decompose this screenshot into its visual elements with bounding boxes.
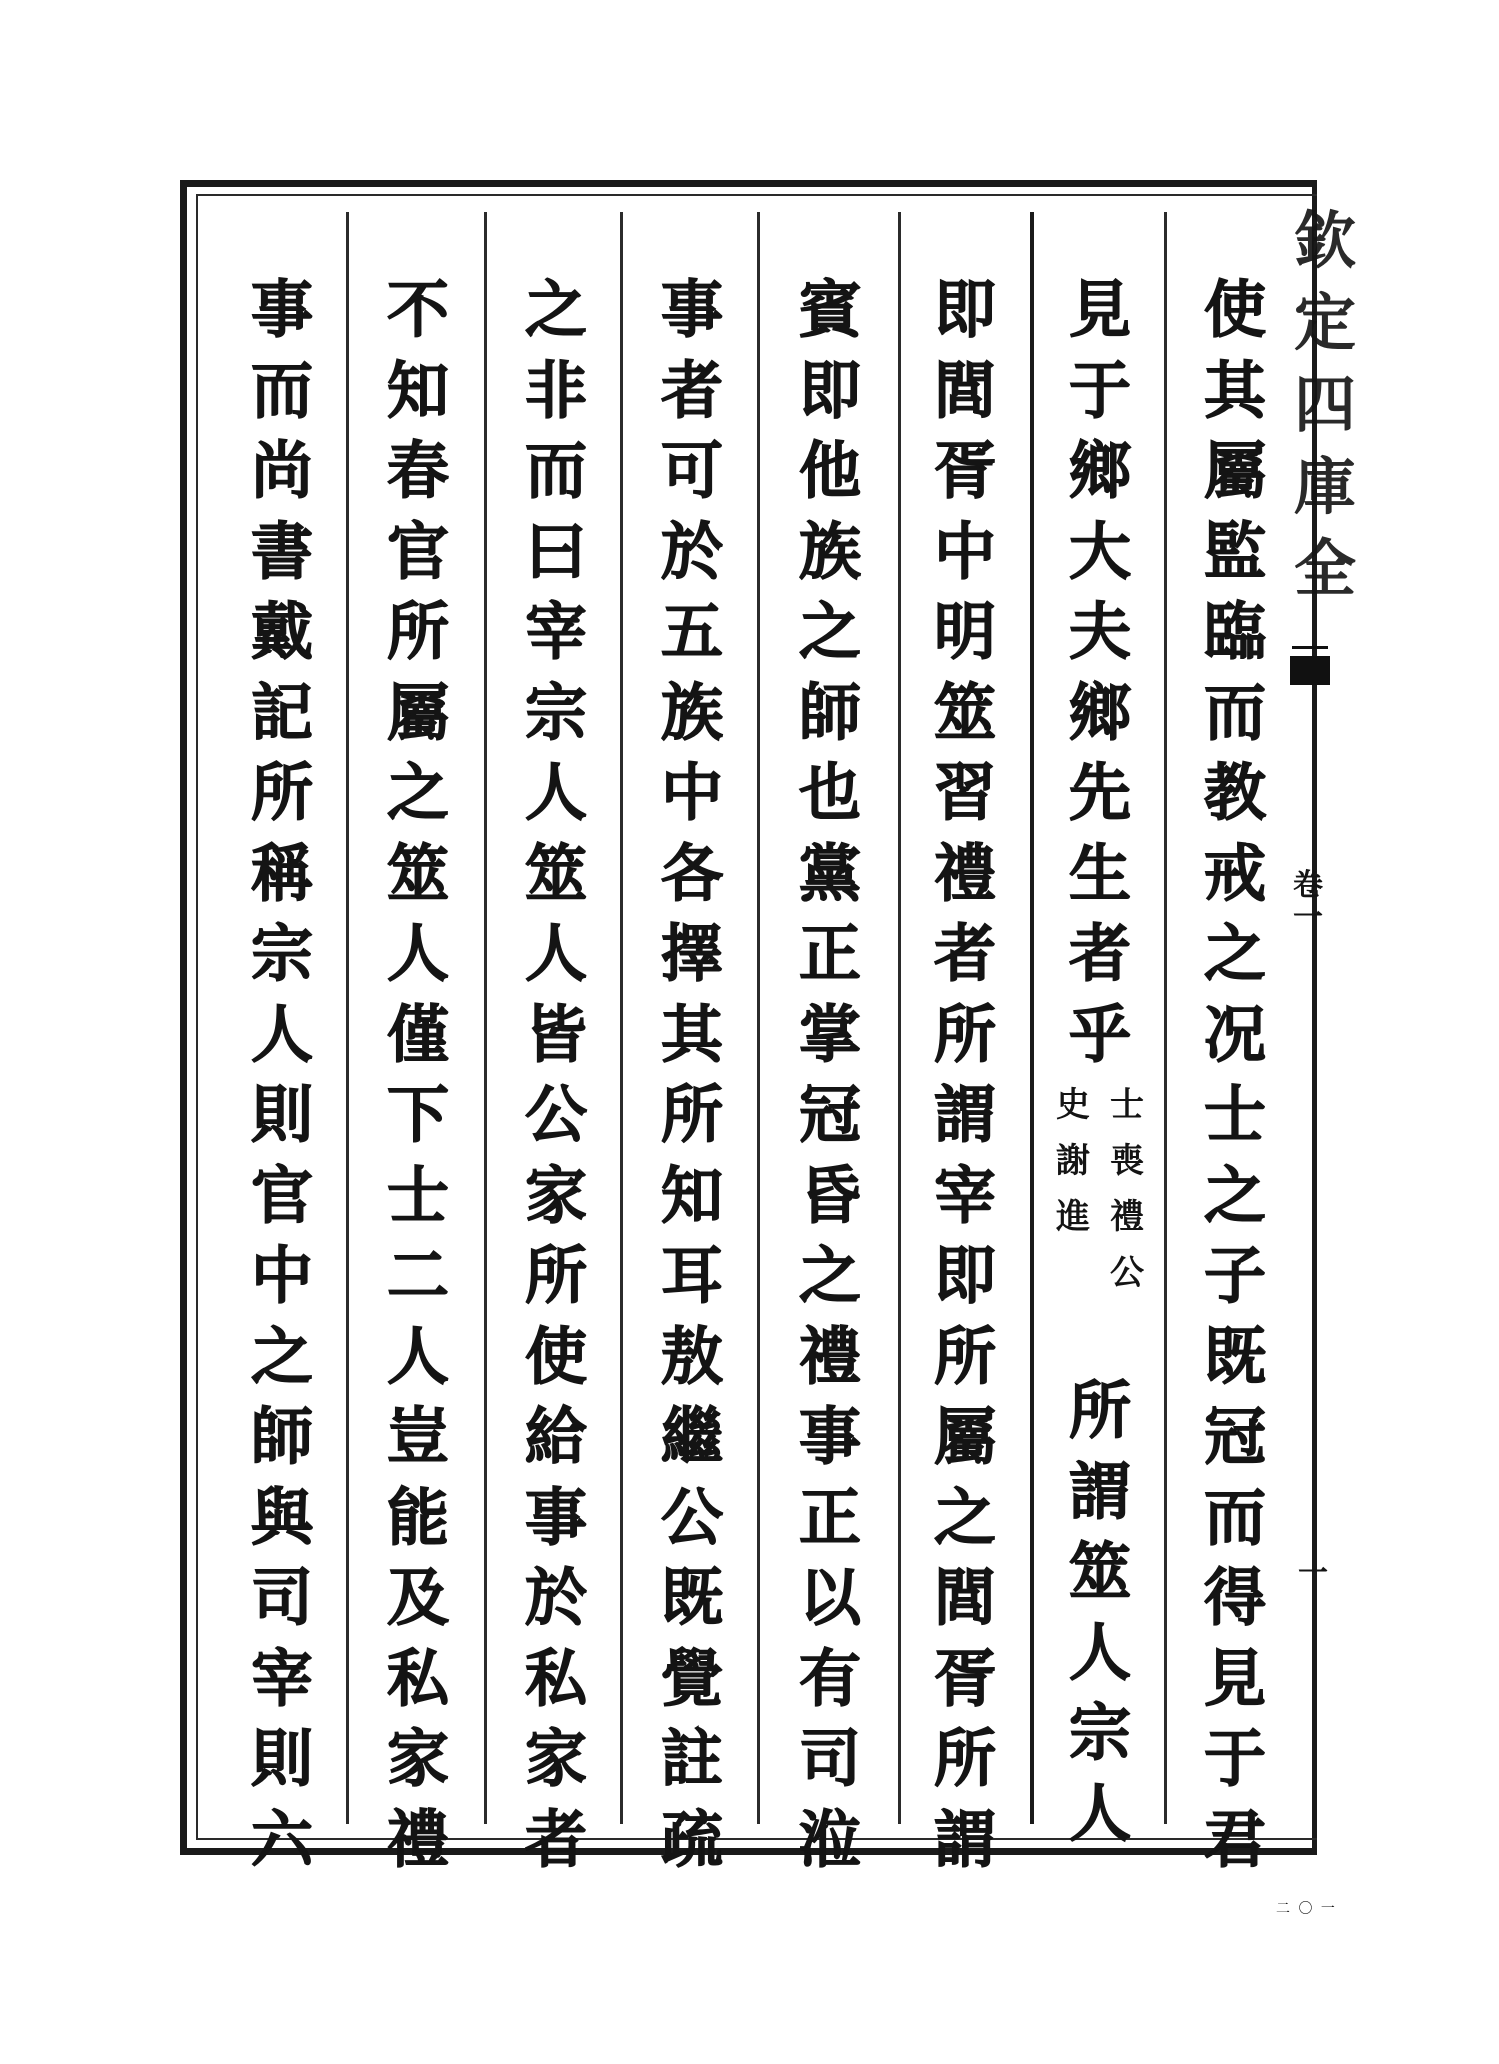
text-char: 胥 [933, 1641, 996, 1715]
text-char: 黨 [798, 836, 861, 910]
column-rule [346, 212, 349, 1824]
text-char: 不 [386, 273, 449, 346]
text-char: 其 [1203, 353, 1266, 427]
text-char: 人 [386, 1319, 449, 1393]
text-char: 使 [524, 1319, 587, 1393]
text-char: 乎 [1068, 997, 1131, 1071]
text-char: 人 [524, 756, 587, 829]
text-char: 胥 [933, 434, 996, 507]
note-char: 士 [1110, 1085, 1144, 1125]
note-char: 禮 [1110, 1197, 1144, 1237]
text-char: 士 [1203, 1078, 1266, 1151]
text-char: 覺 [660, 1641, 723, 1715]
text-char: 書 [250, 514, 313, 588]
text-char: 六 [250, 1802, 313, 1876]
text-char: 宰 [524, 595, 587, 668]
page-number: 一 [1298, 1556, 1328, 1591]
fish-tail-line [1292, 646, 1328, 649]
text-char: 冠 [798, 1078, 861, 1151]
text-column-8 [222, 270, 342, 1880]
text-char: 與 [250, 1480, 313, 1554]
text-char: 使 [1203, 273, 1266, 346]
text-char: 即 [933, 273, 996, 346]
column-rule [757, 212, 760, 1824]
text-char: 二 [386, 1239, 449, 1312]
text-char: 知 [660, 1158, 723, 1232]
text-char: 者 [524, 1802, 587, 1876]
text-char: 正 [798, 1480, 861, 1554]
text-char: 所 [1068, 1374, 1131, 1447]
text-char: 人 [524, 917, 587, 990]
text-char: 涖 [798, 1802, 861, 1876]
margin-title-char: 欽 [1293, 204, 1356, 277]
text-char: 公 [524, 1078, 587, 1151]
text-char: 筮 [1068, 1535, 1131, 1608]
text-char: 能 [386, 1480, 449, 1554]
column-rule [1030, 212, 1034, 1824]
text-char: 官 [386, 514, 449, 588]
text-char: 宰 [250, 1641, 313, 1715]
column-rule [898, 212, 901, 1824]
text-char: 僅 [386, 997, 449, 1071]
text-char: 子 [1203, 1239, 1266, 1312]
text-char: 師 [250, 1400, 313, 1473]
text-char: 宗 [250, 917, 313, 990]
text-char: 戴 [250, 595, 313, 668]
text-char: 生 [1068, 836, 1131, 910]
text-char: 敖 [660, 1319, 723, 1393]
text-column-7 [358, 270, 478, 1880]
text-char: 士 [386, 1158, 449, 1232]
text-char: 臨 [1203, 595, 1266, 668]
text-char: 族 [798, 514, 861, 588]
text-char: 記 [250, 675, 313, 749]
text-char: 所 [933, 997, 996, 1071]
note-char: 謝 [1056, 1141, 1090, 1181]
text-char: 見 [1203, 1641, 1266, 1715]
text-char: 宰 [933, 1158, 996, 1232]
text-char: 人 [1068, 1776, 1131, 1850]
fish-tail-mark [1290, 656, 1330, 685]
text-char: 家 [524, 1722, 587, 1795]
text-column-1 [1175, 270, 1295, 1880]
text-char: 鄉 [1068, 434, 1131, 507]
text-char: 戒 [1203, 836, 1266, 910]
text-column-5 [632, 270, 752, 1880]
text-char: 况 [1203, 997, 1266, 1071]
text-char: 註 [660, 1722, 723, 1795]
text-char: 筮 [933, 675, 996, 749]
column-rule [620, 212, 623, 1824]
text-char: 宗 [524, 675, 587, 749]
text-char: 尚 [250, 434, 313, 507]
text-column-2 [1040, 270, 1160, 1854]
text-char: 他 [798, 434, 861, 507]
text-char: 之 [250, 1319, 313, 1393]
text-char: 中 [660, 756, 723, 829]
margin-title-char: 定 [1293, 286, 1356, 359]
text-char: 監 [1203, 514, 1266, 588]
text-char: 司 [798, 1722, 861, 1795]
text-char: 而 [524, 434, 587, 507]
text-char: 掌 [798, 997, 861, 1071]
text-char: 大 [1068, 514, 1131, 588]
text-char: 五 [660, 595, 723, 668]
text-char: 所 [933, 1722, 996, 1795]
margin-book-title [1290, 200, 1360, 610]
text-char: 習 [933, 756, 996, 829]
text-char: 家 [524, 1158, 587, 1232]
text-char: 教 [1203, 756, 1266, 829]
text-char: 者 [933, 917, 996, 990]
text-char: 之 [798, 1239, 861, 1312]
text-char: 中 [250, 1239, 313, 1312]
text-char: 者 [1068, 917, 1131, 990]
text-char: 之 [933, 1480, 996, 1554]
text-char: 司 [250, 1561, 313, 1634]
note-char: 喪 [1110, 1141, 1144, 1181]
text-char: 明 [933, 595, 996, 668]
text-char: 所 [250, 756, 313, 829]
note-column-left [1053, 1077, 1093, 1369]
text-char: 夫 [1068, 595, 1131, 668]
text-char: 人 [1068, 1615, 1131, 1689]
text-char: 昏 [798, 1158, 861, 1232]
margin-title-char: 全 [1293, 532, 1356, 605]
text-column-4 [770, 270, 890, 1880]
text-char: 下 [386, 1078, 449, 1151]
text-char: 於 [524, 1561, 587, 1634]
column-rule [484, 212, 487, 1824]
text-char: 之 [1203, 917, 1266, 990]
text-column-6 [496, 270, 616, 1880]
text-char: 事 [660, 273, 723, 346]
text-char: 有 [798, 1641, 861, 1715]
text-char: 謂 [933, 1802, 996, 1876]
note-char: 公 [1110, 1253, 1144, 1293]
text-char: 所 [933, 1319, 996, 1393]
text-char: 之 [798, 595, 861, 668]
text-char: 其 [660, 997, 723, 1071]
juan-char: 一 [1293, 900, 1323, 935]
text-char: 君 [1203, 1802, 1266, 1876]
text-char: 禮 [798, 1319, 861, 1393]
text-char: 即 [933, 1239, 996, 1312]
text-char: 官 [250, 1158, 313, 1232]
text-char: 所 [660, 1078, 723, 1151]
text-char: 鄉 [1068, 675, 1131, 749]
text-char: 公 [660, 1480, 723, 1554]
column-rule [1164, 212, 1167, 1824]
text-char: 於 [660, 514, 723, 588]
text-char: 即 [798, 353, 861, 427]
note-char: 史 [1056, 1085, 1090, 1125]
text-char: 則 [250, 1722, 313, 1795]
text-column-3 [905, 270, 1025, 1880]
text-char: 禮 [933, 836, 996, 910]
text-char: 人 [386, 917, 449, 990]
text-char: 族 [660, 675, 723, 749]
text-char: 謂 [933, 1078, 996, 1151]
text-char: 而 [1203, 675, 1266, 749]
margin-title-char: 四 [1293, 368, 1356, 441]
text-char: 稱 [250, 836, 313, 910]
note-column-right [1107, 1077, 1147, 1369]
text-char: 而 [1203, 1480, 1266, 1554]
text-char: 也 [798, 756, 861, 829]
text-char: 給 [524, 1400, 587, 1473]
text-char: 繼 [660, 1400, 723, 1473]
text-char: 擇 [660, 917, 723, 990]
text-char: 見 [1068, 273, 1131, 346]
text-char: 疏 [660, 1802, 723, 1876]
text-char: 者 [660, 353, 723, 427]
text-char: 冠 [1203, 1400, 1266, 1473]
text-char: 之 [524, 273, 587, 346]
note-char: 進 [1056, 1197, 1090, 1237]
text-char: 先 [1068, 756, 1131, 829]
text-char: 私 [524, 1641, 587, 1715]
text-char: 及 [386, 1561, 449, 1634]
text-char: 所 [386, 595, 449, 668]
margin-title-char: 庫 [1293, 450, 1356, 523]
text-char: 私 [386, 1641, 449, 1715]
text-char: 之 [386, 756, 449, 829]
text-char: 筮 [524, 836, 587, 910]
text-char: 人 [250, 997, 313, 1071]
text-char: 皆 [524, 997, 587, 1071]
text-char: 于 [1068, 353, 1131, 427]
text-char: 以 [798, 1561, 861, 1634]
text-char: 知 [386, 353, 449, 427]
text-char: 謂 [1068, 1454, 1131, 1528]
text-char: 屬 [933, 1400, 996, 1473]
text-char: 事 [524, 1480, 587, 1554]
text-char: 之 [1203, 1158, 1266, 1232]
text-char: 中 [933, 514, 996, 588]
text-char: 家 [386, 1722, 449, 1795]
text-char: 事 [798, 1400, 861, 1473]
text-char: 既 [1203, 1319, 1266, 1393]
text-char: 非 [524, 353, 587, 427]
text-char: 事 [250, 273, 313, 346]
text-char: 豈 [386, 1400, 449, 1473]
text-char: 禮 [386, 1802, 449, 1876]
text-char: 正 [798, 917, 861, 990]
bottom-mark: 二 〇 一 [1276, 1901, 1337, 1917]
text-char: 師 [798, 675, 861, 749]
text-char: 既 [660, 1561, 723, 1634]
text-char: 曰 [524, 514, 587, 588]
text-char: 春 [386, 434, 449, 507]
text-char: 閭 [933, 353, 996, 427]
text-char: 屬 [1203, 434, 1266, 507]
text-char: 所 [524, 1239, 587, 1312]
text-char: 宗 [1068, 1696, 1131, 1769]
text-char: 而 [250, 353, 313, 427]
juan-label [1293, 870, 1323, 934]
text-char: 賓 [798, 273, 861, 346]
text-char: 則 [250, 1078, 313, 1151]
text-char: 各 [660, 836, 723, 910]
text-char: 閭 [933, 1561, 996, 1634]
text-char: 于 [1203, 1722, 1266, 1795]
text-char: 屬 [386, 675, 449, 749]
text-char: 可 [660, 434, 723, 507]
text-char: 耳 [660, 1239, 723, 1312]
juan-char: 卷 [1293, 868, 1323, 903]
interlinear-note [1053, 1077, 1147, 1369]
text-char: 筮 [386, 836, 449, 910]
text-char: 得 [1203, 1561, 1266, 1634]
